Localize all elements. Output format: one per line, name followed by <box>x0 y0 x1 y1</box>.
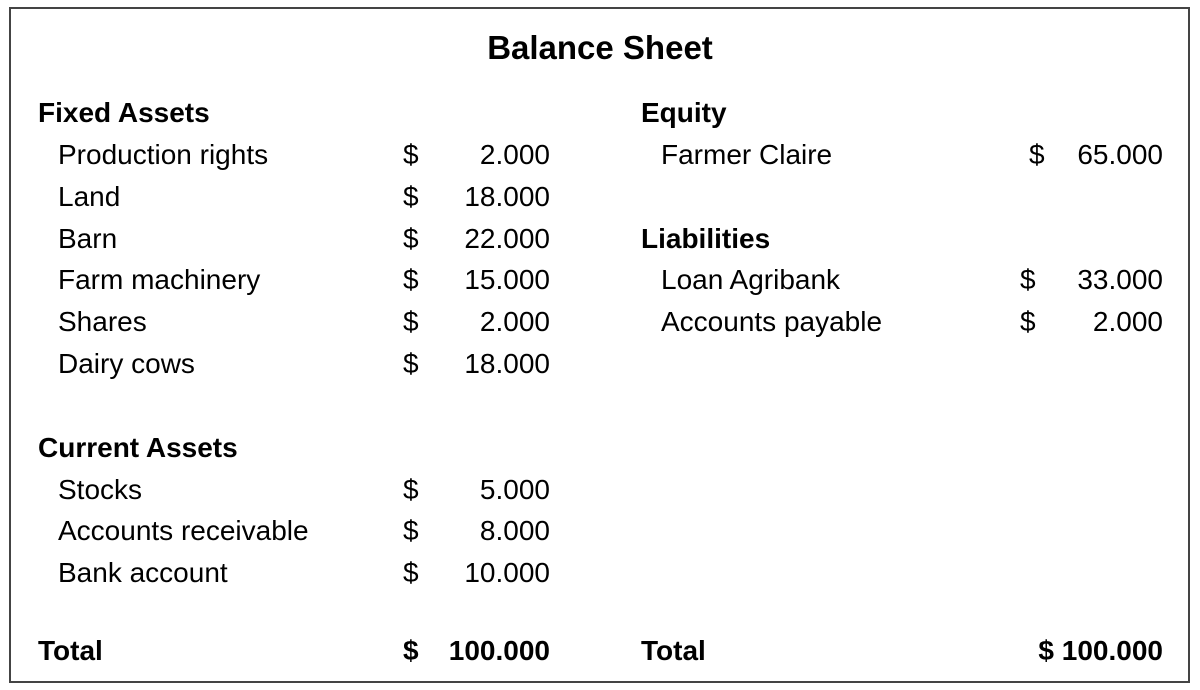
row-amount: 8.000 <box>479 515 550 546</box>
currency-symbol: $ <box>403 139 419 170</box>
currency-symbol: $ <box>403 306 419 337</box>
current-assets-heading: Current Assets <box>38 432 238 463</box>
total-label: Total <box>38 635 103 666</box>
row-amount: 2.000 <box>479 306 550 337</box>
currency-symbol: $ <box>1020 306 1036 337</box>
row-label: Accounts payable <box>661 306 883 337</box>
liabilities-heading: Liabilities <box>641 223 771 254</box>
row-label: Farm machinery <box>58 264 261 295</box>
row-amount: 22.000 <box>464 223 550 254</box>
row-amount: 10.000 <box>464 557 550 588</box>
currency-symbol: $ <box>403 223 419 254</box>
page-title: Balance Sheet <box>487 29 713 66</box>
row-label: Shares <box>58 306 147 337</box>
fixed-assets-heading: Fixed Assets <box>38 97 210 128</box>
row-amount: 2.000 <box>479 139 550 170</box>
row-label: Barn <box>58 223 118 254</box>
currency-symbol: $ <box>403 264 419 295</box>
row-label: Stocks <box>58 474 143 505</box>
row-label: Dairy cows <box>58 348 195 379</box>
currency-symbol: $ <box>403 635 419 666</box>
currency-symbol: $ <box>403 474 419 505</box>
row-amount: 5.000 <box>479 474 550 505</box>
currency-symbol: $ <box>1020 264 1036 295</box>
row-label: Farmer Claire <box>661 139 833 170</box>
row-amount: 2.000 <box>1092 306 1163 337</box>
row-label: Accounts receivable <box>58 515 309 546</box>
total-amount: $ 100.000 <box>1038 635 1163 666</box>
row-label: Loan Agribank <box>661 264 841 295</box>
row-label: Land <box>58 181 121 212</box>
row-amount: 65.000 <box>1077 139 1163 170</box>
row-label: Bank account <box>58 557 228 588</box>
currency-symbol: $ <box>403 557 419 588</box>
currency-symbol: $ <box>1029 139 1045 170</box>
total-amount: 100.000 <box>448 635 550 666</box>
row-label: Production rights <box>58 139 269 170</box>
currency-symbol: $ <box>403 515 419 546</box>
row-amount: 18.000 <box>464 348 550 379</box>
currency-symbol: $ <box>403 181 419 212</box>
equity-heading: Equity <box>641 97 727 128</box>
currency-symbol: $ <box>403 348 419 379</box>
row-amount: 33.000 <box>1077 264 1163 295</box>
total-label: Total <box>641 635 706 666</box>
row-amount: 15.000 <box>464 264 550 295</box>
row-amount: 18.000 <box>464 181 550 212</box>
